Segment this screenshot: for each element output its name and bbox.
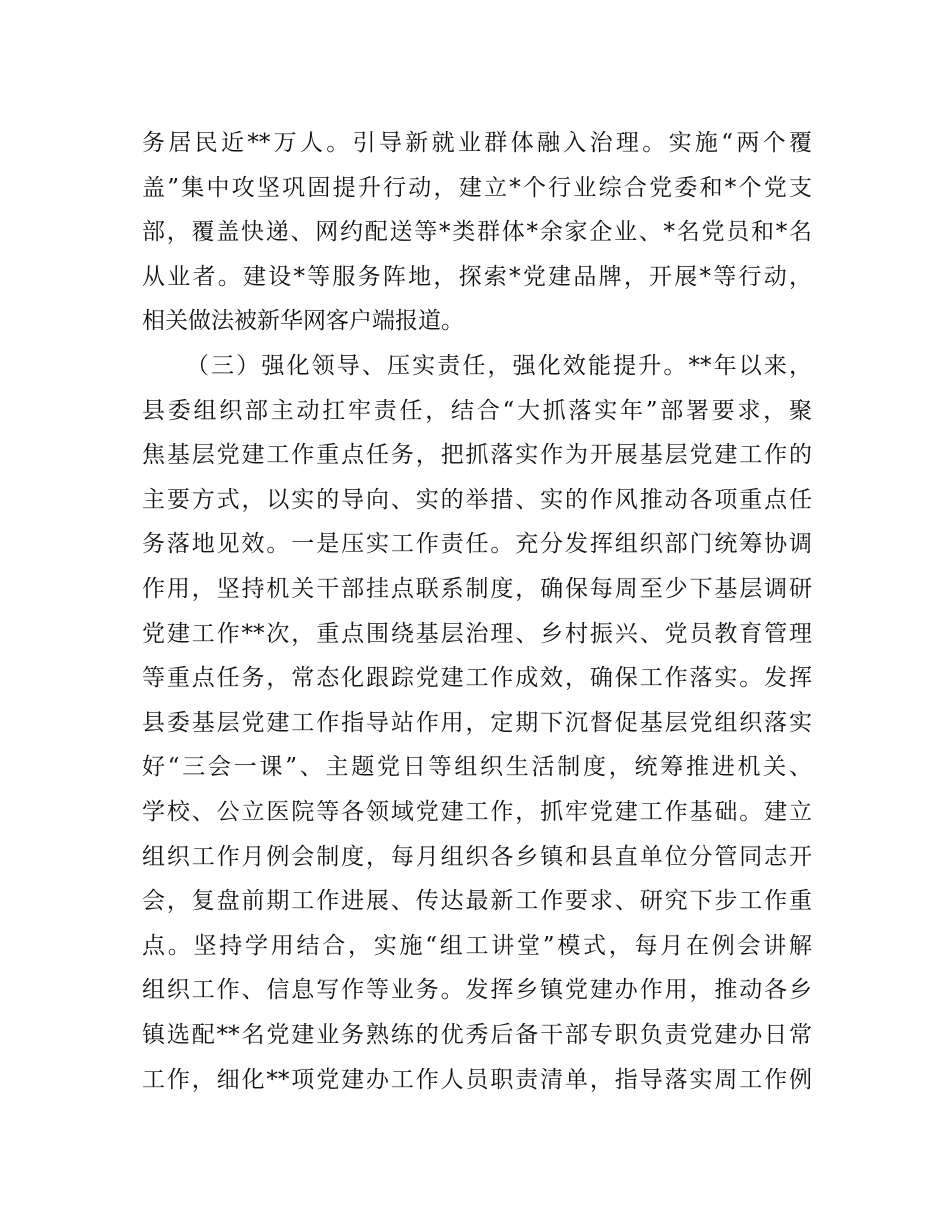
text-line: 组织工作月例会制度，每月组织各乡镇和县直单位分管同志开 (142, 843, 812, 870)
text-line: 部，覆盖快递、网约配送等*类群体*余家企业、*名党员和*名 (142, 219, 812, 246)
text-line: 等重点任务，常态化跟踪党建工作成效，确保工作落实。发挥 (142, 665, 812, 692)
text-line: 主要方式，以实的导向、实的举措、实的作风推动各项重点任 (142, 486, 812, 513)
text-line: 盖”集中攻坚巩固提升行动，建立*个行业综合党委和*个党支 (142, 174, 812, 201)
text-line: 务居民近**万人。引导新就业群体融入治理。实施“两个覆 (142, 130, 812, 156)
text-line: 学校、公立医院等各领域党建工作，抓牢党建工作基础。建立 (142, 798, 812, 825)
paragraph-2 (142, 344, 812, 1102)
text-line: 县委组织部主动扛牢责任，结合“大抓落实年”部署要求，聚 (142, 397, 812, 424)
text-line: 好“三会一课”、主题党日等组织生活制度，统筹推进机关、 (142, 754, 812, 781)
text-line: 党建工作**次，重点围绕基层治理、乡村振兴、党员教育管理 (142, 620, 812, 647)
text-line: 焦基层党建工作重点任务，把抓落实作为开展基层党建工作的 (142, 442, 812, 469)
text-line: 从业者。建设*等服务阵地，探索*党建品牌，开展*等行动， (142, 263, 812, 290)
text-line: 县委基层党建工作指导站作用，定期下沉督促基层党组织落实 (142, 709, 812, 736)
text-line: 会，复盘前期工作进展、传达最新工作要求、研究下步工作重 (142, 888, 812, 915)
text-line: 组织工作、信息写作等业务。发挥乡镇党建办作用，推动各乡 (142, 977, 812, 1004)
text-line: 作用，坚持机关干部挂点联系制度，确保每周至少下基层调研 (142, 575, 812, 602)
text-line: 点。坚持学用结合，实施“组工讲堂”模式，每月在例会讲解 (142, 932, 812, 959)
text-line: 工作，细化**项党建办工作人员职责清单，指导落实周工作例 (142, 1066, 812, 1093)
text-line: 务落地见效。一是压实工作责任。充分发挥组织部门统筹协调 (142, 531, 812, 558)
section-heading-line: （三）强化领导、压实责任，强化效能提升。**年以来， (186, 353, 812, 379)
paragraph-1 (142, 121, 812, 344)
text-line: 相关做法被新华网客户端报道。 (142, 308, 464, 335)
text-line: 镇选配**名党建业务熟练的优秀后备干部专职负责党建办日常 (142, 1021, 812, 1048)
